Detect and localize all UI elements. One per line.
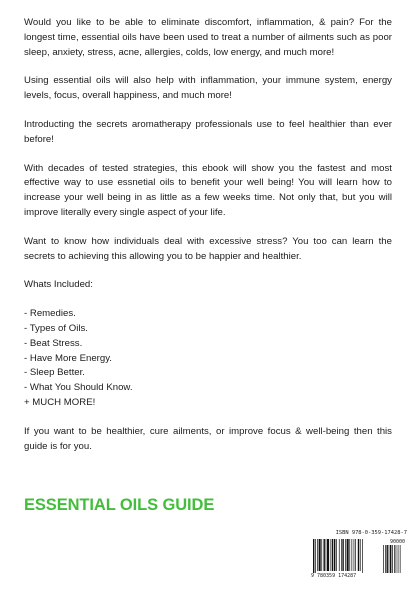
barcode-bar [315,539,316,573]
barcode-bar [352,539,353,571]
list-item: - Beat Stress. [24,337,83,349]
list-item: - Remedies. [24,308,76,320]
includes-list [24,307,392,411]
barcode-bar [326,539,327,571]
barcode-bar [332,539,333,571]
barcode-bar [334,539,335,571]
addon-bar [392,545,393,573]
list-item: - Types of Oils. [24,322,88,334]
addon-bar [383,545,384,573]
barcode-bar [317,539,318,571]
blurb-paragraph-4: With decades of tested strategies, this ebook will show you the fastest and most effective way to use essnetial oils to benefit your well being! You will learn how to increase your well being in as little as a few weeks time. Not only that, but you will improve literally every single aspect of your life. [24,162,392,218]
barcode-bar [336,539,337,571]
barcode-bar [345,539,346,571]
barcode-bar [324,539,325,571]
barcode-bars [311,537,407,573]
closing-paragraph: If you want to be healthier, cure ailments, or improve focus & well-being then this guide is for you. [24,425,392,452]
barcode-bar [358,539,359,571]
barcode-bar [319,539,321,571]
guide-title: ESSENTIAL OILS GUIDE [24,496,215,514]
barcode-bar [362,539,363,573]
barcode-bar [321,539,322,571]
blurb-paragraph-5: Want to know how individuals deal with excessive stress? You too can learn the secrets to achieving this allowing you to be happier and healthier. [24,235,392,262]
addon-bar [396,545,397,573]
isbn-label: ISBN 978-0-359-17428-7 [335,530,407,536]
blurb-text [24,16,392,468]
barcode-bar [341,539,342,571]
barcode-bar [339,539,340,571]
list-item: - Sleep Better. [24,367,85,379]
addon-bar [398,545,399,573]
barcode-bar [354,539,355,571]
addon-bar [394,545,395,573]
barcode-bar [331,539,332,571]
barcode-bar [347,539,349,571]
barcode-bar [349,539,350,571]
blurb-paragraph-1: Would you like to be able to eliminate discomfort, inflammation, & pain? For the longest time, essential oils have been used to treat a number of ailments such as poor sleep, anxiety, stress, acne, allergies, colds, low energy, and much more! [24,17,392,58]
addon-bar [387,545,388,573]
list-item: - What You Should Know. [24,382,133,394]
addon-bar [390,545,391,573]
barcode-bar [327,539,329,571]
blurb-paragraph-3: Introducting the secrets aromatherapy professionals use to feel healthier than ever before! [24,118,392,145]
addon-bar [389,545,390,573]
list-item: + MUCH MORE! [24,396,96,408]
barcode-bar [360,539,361,571]
addon-digits: 90000 [389,539,405,545]
isbn-barcode [311,530,407,584]
addon-bar [385,545,386,573]
barcode-bar [342,539,343,571]
barcode-bar [313,539,314,573]
list-item: - Have More Energy. [24,352,112,364]
addon-bar [400,545,401,573]
blurb-paragraph-2: Using essential oils will also help with inflammation, your immune system, energy levels, focus, overall happiness, and much more! [24,75,392,102]
includes-heading: Whats Included: [24,279,93,291]
ean-digits: 9 780359 174287 [311,573,357,579]
barcode-bar [355,539,356,571]
